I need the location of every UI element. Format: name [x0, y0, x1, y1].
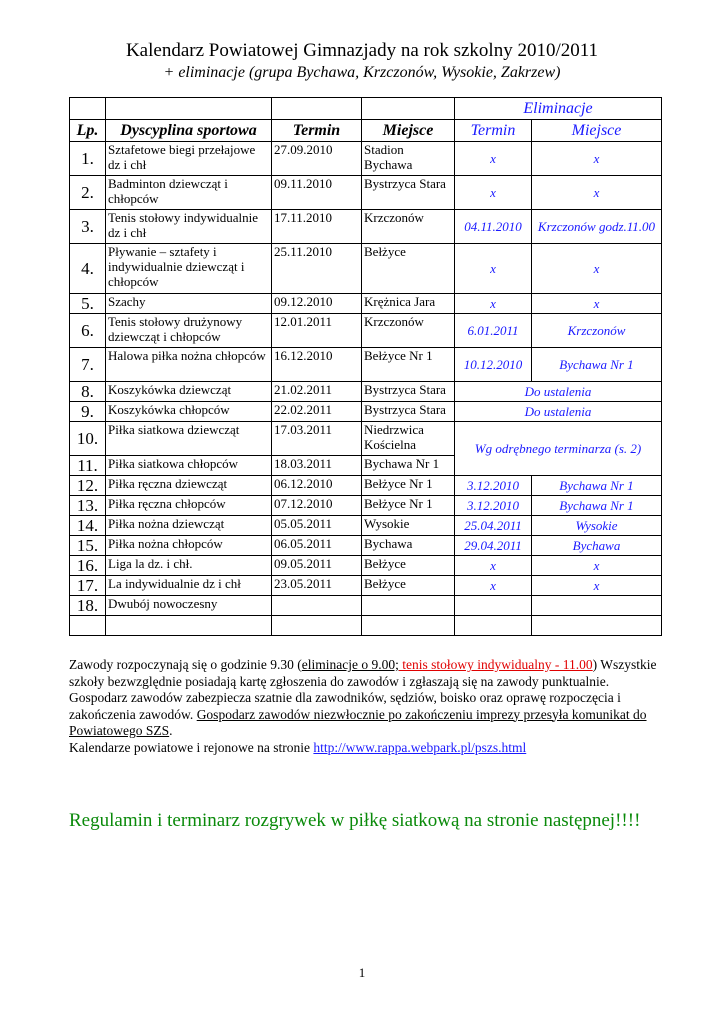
row-miejsce: Bystrzyca Stara	[362, 382, 455, 402]
notes-elim-time: eliminacje o 9.00;	[301, 657, 399, 672]
row-miejsce: Wysokie	[362, 516, 455, 536]
row-elim-miejsce: x	[532, 294, 662, 314]
row-dyscyplina: Piłka siatkowa chłopców	[106, 456, 272, 476]
row-dyscyplina: Szachy	[106, 294, 272, 314]
row-lp: 7.	[70, 348, 106, 382]
row-elim-miejsce: Wysokie	[532, 516, 662, 536]
row-lp: 15.	[70, 536, 106, 556]
row-elim-termin: 3.12.2010	[455, 496, 532, 516]
row-lp: 9.	[70, 402, 106, 422]
row-termin: 23.05.2011	[272, 576, 362, 596]
row-lp: 1.	[70, 142, 106, 176]
row-miejsce: Bystrzyca Stara	[362, 176, 455, 210]
row-termin: 06.05.2011	[272, 536, 362, 556]
row-dyscyplina: Koszykówka dziewcząt	[106, 382, 272, 402]
dyscyplina-header: Dyscyplina sportowa	[106, 120, 272, 142]
row-termin: 25.11.2010	[272, 244, 362, 294]
row-miejsce: Bełżyce Nr 1	[362, 496, 455, 516]
row-miejsce: Bełżyce Nr 1	[362, 348, 455, 382]
table-row	[70, 244, 662, 294]
notes-text: Kalendarze powiatowe i rejonowe na stronie	[69, 739, 314, 755]
row-dyscyplina: Sztafetowe biegi przełajowe dz i chł	[106, 142, 272, 176]
row-dyscyplina: Piłka nożna chłopców	[106, 536, 272, 556]
notes-text: ) Wszystkie szkoły bezwzględnie posiadają kartę zgłoszenia do zawodów i zgłaszają się na zawody punktualnie.	[69, 657, 657, 689]
row-termin: 07.12.2010	[272, 496, 362, 516]
row-dyscyplina: Pływanie – sztafety i indywidualnie dziewcząt i chłopców	[106, 244, 272, 294]
row-elim-miejsce: Krzczonów	[532, 314, 662, 348]
row-dyscyplina: Koszykówka chłopców	[106, 402, 272, 422]
table-row	[70, 516, 662, 536]
notes-host-duty: Gospodarz zawodów niezwłocznie po zakończeniu imprezy przesyła komunikat do Powiatowego SZS	[69, 706, 647, 738]
table-row	[70, 556, 662, 576]
notes-section	[69, 657, 681, 756]
row-elim-miejsce: x	[532, 176, 662, 210]
row-dyscyplina: Tenis stołowy drużynowy dziewcząt i chłopców	[106, 314, 272, 348]
row-termin: 05.05.2011	[272, 516, 362, 536]
row-dyscyplina: Badminton dziewcząt i chłopców	[106, 176, 272, 210]
row-elim-miejsce	[532, 596, 662, 616]
notes-paragraph-start	[69, 657, 681, 690]
row-termin: 09.11.2010	[272, 176, 362, 210]
notes-text: Zawody rozpoczynają się o godzinie 9.30 (	[69, 657, 302, 672]
notes-tenis-time: tenis stołowy indywidualny - 11.00	[398, 657, 593, 672]
row-lp: 6.	[70, 314, 106, 348]
row-elim-termin: 25.04.2011	[455, 516, 532, 536]
row-miejsce	[362, 596, 455, 616]
table-row	[70, 176, 662, 210]
row-dyscyplina: Liga la dz. i chł.	[106, 556, 272, 576]
row-elim-miejsce: Bychawa Nr 1	[532, 476, 662, 496]
row-miejsce: Krzczonów	[362, 210, 455, 244]
table-header-row	[70, 98, 662, 120]
eliminacje-header: Eliminacje	[455, 98, 662, 120]
elim-termin-header: Termin	[455, 120, 532, 142]
row-miejsce: Bychawa Nr 1	[362, 456, 455, 476]
row-termin: 17.03.2011	[272, 422, 362, 456]
row-elim-miejsce: Bychawa	[532, 536, 662, 556]
table-row	[70, 476, 662, 496]
row-miejsce: Bełżyce	[362, 576, 455, 596]
miejsce-header: Miejsce	[362, 120, 455, 142]
termin-header: Termin	[272, 120, 362, 142]
table-row	[70, 142, 662, 176]
row-elim-termin: 29.04.2011	[455, 536, 532, 556]
row-elim-miejsce: x	[532, 556, 662, 576]
row-lp: 14.	[70, 516, 106, 536]
row-termin: 18.03.2011	[272, 456, 362, 476]
row-miejsce: Bychawa	[362, 536, 455, 556]
row-lp: 2.	[70, 176, 106, 210]
row-lp: 3.	[70, 210, 106, 244]
row-lp: 5.	[70, 294, 106, 314]
row-elim-merged: Do ustalenia	[455, 382, 662, 402]
table-row	[70, 496, 662, 516]
row-elim-miejsce: x	[532, 576, 662, 596]
table-row	[70, 294, 662, 314]
table-header-row	[70, 120, 662, 142]
row-elim-miejsce: x	[532, 244, 662, 294]
website-link[interactable]: http://www.rappa.webpark.pl/pszs.html	[313, 739, 527, 755]
table-row	[70, 210, 662, 244]
row-elim-termin: x	[455, 556, 532, 576]
row-elim-termin: x	[455, 176, 532, 210]
row-elim-termin: x	[455, 576, 532, 596]
row-elim-termin: 04.11.2010	[455, 210, 532, 244]
row-termin: 21.02.2011	[272, 382, 362, 402]
row-termin: 27.09.2010	[272, 142, 362, 176]
notes-paragraph-link	[69, 740, 681, 757]
page-number: 1	[358, 965, 366, 980]
row-elim-termin: 10.12.2010	[455, 348, 532, 382]
elim-miejsce-header: Miejsce	[532, 120, 662, 142]
row-termin	[272, 596, 362, 616]
row-elim-miejsce: Bychawa Nr 1	[532, 348, 662, 382]
row-miejsce: Bełżyce	[362, 244, 455, 294]
row-lp: 11.	[70, 456, 106, 476]
row-miejsce: Bełżyce	[362, 556, 455, 576]
row-elim-miejsce: x	[532, 142, 662, 176]
row-dyscyplina: Piłka nożna dziewcząt	[106, 516, 272, 536]
row-miejsce: Niedrzwica Kościelna	[362, 422, 455, 456]
table-row	[70, 422, 662, 456]
table-row	[70, 382, 662, 402]
document-title: Kalendarz Powiatowej Gimnazjady na rok szkolny 2010/2011	[125, 40, 599, 61]
row-elim-termin: 3.12.2010	[455, 476, 532, 496]
row-lp: 8.	[70, 382, 106, 402]
row-lp: 17.	[70, 576, 106, 596]
row-termin: 12.01.2011	[272, 314, 362, 348]
row-lp: 18.	[70, 596, 106, 616]
row-dyscyplina: Halowa piłka nożna chłopców	[106, 348, 272, 382]
row-dyscyplina: Dwubój nowoczesny	[106, 596, 272, 616]
table-row	[70, 536, 662, 556]
row-miejsce: Krężnica Jara	[362, 294, 455, 314]
row-dyscyplina: Piłka ręczna chłopców	[106, 496, 272, 516]
row-elim-miejsce: Krzczonów godz.11.00	[532, 210, 662, 244]
table-row	[70, 314, 662, 348]
table-row	[70, 596, 662, 616]
row-lp: 4.	[70, 244, 106, 294]
table-row	[70, 402, 662, 422]
row-miejsce: Bełżyce Nr 1	[362, 476, 455, 496]
row-termin: 09.12.2010	[272, 294, 362, 314]
calendar-table	[69, 97, 662, 636]
row-elim-merged: Do ustalenia	[455, 402, 662, 422]
document-subtitle: + eliminacje (grupa Bychawa, Krzczonów, Wysokie, Zakrzew)	[163, 64, 561, 81]
table-row-empty	[70, 616, 662, 636]
row-miejsce: Bystrzyca Stara	[362, 402, 455, 422]
row-elim-termin: x	[455, 294, 532, 314]
table-row	[70, 348, 662, 382]
row-dyscyplina: La indywidualnie dz i chł	[106, 576, 272, 596]
row-lp: 12.	[70, 476, 106, 496]
row-lp: 10.	[70, 422, 106, 456]
row-dyscyplina: Tenis stołowy indywidualnie dz i chł	[106, 210, 272, 244]
regulamin-notice: Regulamin i terminarz rozgrywek w piłkę siatkową na stronie następnej!!!!	[69, 810, 641, 831]
row-lp: 13.	[70, 496, 106, 516]
row-termin: 09.05.2011	[272, 556, 362, 576]
row-termin: 16.12.2010	[272, 348, 362, 382]
row-miejsce: Stadion Bychawa	[362, 142, 455, 176]
row-elim-merged: Wg odrębnego terminarza (s. 2)	[455, 422, 662, 476]
row-dyscyplina: Piłka siatkowa dziewcząt	[106, 422, 272, 456]
table-row	[70, 576, 662, 596]
row-dyscyplina: Piłka ręczna dziewcząt	[106, 476, 272, 496]
row-elim-termin: x	[455, 142, 532, 176]
row-elim-termin: 6.01.2011	[455, 314, 532, 348]
row-lp: 16.	[70, 556, 106, 576]
notes-paragraph-host	[69, 690, 681, 740]
row-elim-miejsce: Bychawa Nr 1	[532, 496, 662, 516]
row-miejsce: Krzczonów	[362, 314, 455, 348]
notes-text: Gospodarz zawodów zabezpiecza szatnie dla zawodników, sędziów, boisko oraz oprawę rozpoczęcia i zakończenia zawodów.	[69, 690, 621, 722]
row-termin: 17.11.2010	[272, 210, 362, 244]
row-elim-termin	[455, 596, 532, 616]
lp-header: Lp.	[70, 120, 106, 142]
row-termin: 06.12.2010	[272, 476, 362, 496]
notes-text: .	[169, 723, 173, 738]
row-termin: 22.02.2011	[272, 402, 362, 422]
row-elim-termin: x	[455, 244, 532, 294]
